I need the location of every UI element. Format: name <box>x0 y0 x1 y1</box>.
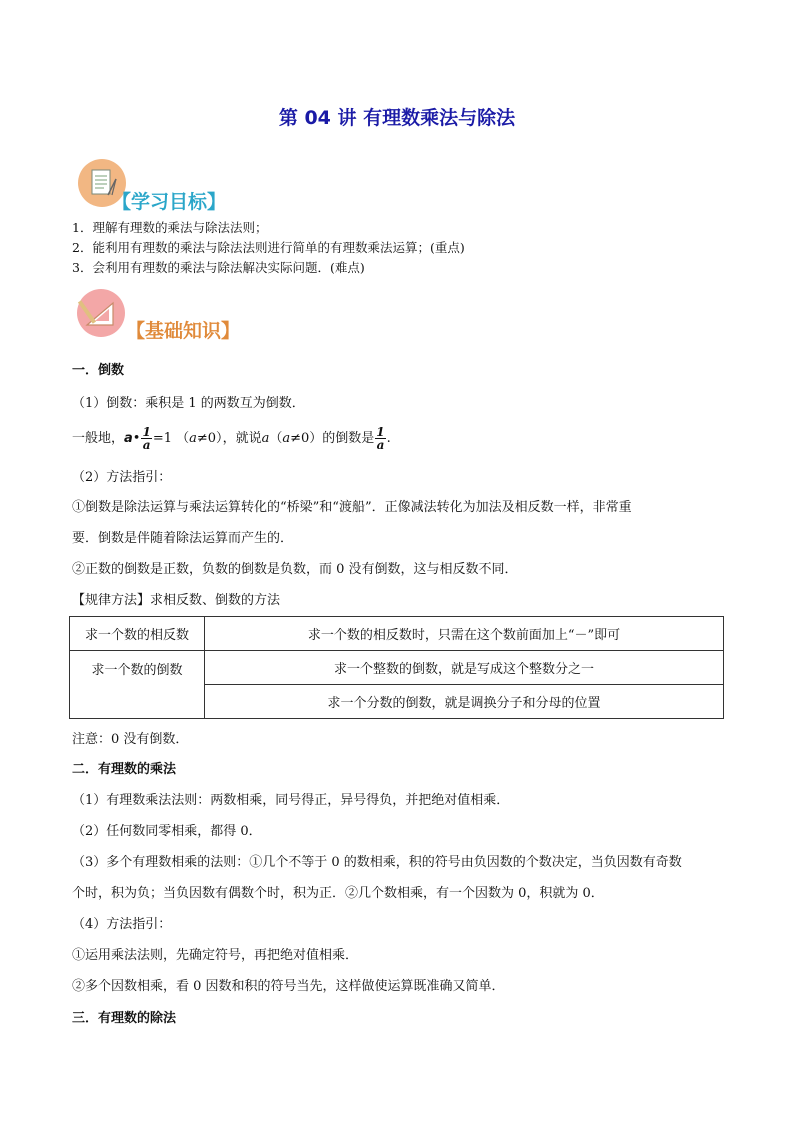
part-heading: 三．有理数的除法 <box>72 1011 177 1026</box>
rule-text: 个时，积为负；当负因数有偶数个时，积为正．②几个数相乘，有一个因数为 0，积就为 0． <box>72 886 604 901</box>
rule-text: （2）任何数同零相乘，都得 0． <box>72 824 262 839</box>
formula-var: a <box>282 431 291 446</box>
fraction-one-over-a <box>375 426 385 451</box>
note-text: 注意：0 没有倒数． <box>72 732 189 747</box>
formula-end: . <box>386 431 391 446</box>
guide-text: ②正数的倒数是正数，负数的倒数是负数，而 0 没有倒数，这与相反数不同． <box>72 562 518 577</box>
guide-text: ②多个因数相乘，看 0 因数和积的符号当先，这样做使运算既准确又简单． <box>72 979 505 994</box>
fraction-numerator: 1 <box>142 425 151 439</box>
table-cell: 求一个分数的倒数，就是调换分子和分母的位置 <box>205 685 724 719</box>
rule-title: 【规律方法】求相反数、倒数的方法 <box>72 593 281 608</box>
table-cell-label: 求一个数的相反数 <box>70 617 205 651</box>
formula-eq: =1 （ <box>152 431 190 446</box>
formula-cond: （ <box>269 431 283 446</box>
definition-text: （1）倒数：乘积是 1 的两数互为倒数． <box>72 396 305 411</box>
table-cell-label: 求一个数的倒数 <box>70 651 205 719</box>
goal-item: 2．能利用有理数的乘法与除法法则进行简单的有理数乘法运算；(重点) <box>72 240 465 255</box>
goal-item: 1．理解有理数的乘法与除法法则； <box>72 220 268 235</box>
table-cell: 求一个数的相反数时，只需在这个数前面加上“－”即可 <box>205 617 724 651</box>
rule-text: （3）多个有理数相乘的法则：①几个不等于 0 的数相乘，积的符号由负因数的个数决定，当负因数有奇数 <box>72 855 682 870</box>
rule-text: （1）有理数乘法法则：两数相乘，同号得正，异号得负，并把绝对值相乘． <box>72 793 510 808</box>
fraction-denominator: a <box>376 438 385 452</box>
fraction-one-over-a <box>141 426 151 451</box>
formula-var: a <box>189 431 197 446</box>
part-heading: 二．有理数的乘法 <box>72 762 177 777</box>
table-row <box>70 651 724 685</box>
part-heading: 一．倒数 <box>72 363 125 378</box>
formula-prefix: 一般地， <box>72 431 125 446</box>
formula-cond: ≠0）的倒数是 <box>290 431 375 446</box>
goal-item: 3．会利用有理数的乘法与除法解决实际问题．(难点) <box>72 260 365 275</box>
page-title: 第 04 讲 有理数乘法与除法 <box>278 107 516 129</box>
table-row <box>70 617 724 651</box>
guide-title: （4）方法指引： <box>72 917 172 932</box>
section-heading-goals: 【学习目标】 <box>112 191 227 213</box>
guide-text: ①倒数是除法运算与乘法运算转化的“桥梁”和“渡船”．正像减法转化为加法及相反数一样，非常重 <box>72 500 632 515</box>
formula-var: a <box>124 431 133 446</box>
set-square-ruler-icon <box>77 289 125 337</box>
formula-mid: ，就说 <box>222 431 262 446</box>
rules-table <box>69 616 724 719</box>
guide-title: （2）方法指引： <box>72 470 172 485</box>
formula-cond: ≠0） <box>196 431 223 446</box>
section-heading-basics: 【基础知识】 <box>126 320 241 342</box>
formula-dot: • <box>132 431 141 446</box>
formula-line <box>72 424 391 454</box>
guide-text: ①运用乘法法则，先确定符号，再把绝对值相乘． <box>72 948 359 963</box>
guide-text: 要．倒数是伴随着除法运算而产生的． <box>72 531 294 546</box>
fraction-numerator: 1 <box>376 425 385 439</box>
formula-var: a <box>261 431 270 446</box>
fraction-denominator: a <box>142 438 151 452</box>
table-cell: 求一个整数的倒数，就是写成这个整数分之一 <box>205 651 724 685</box>
